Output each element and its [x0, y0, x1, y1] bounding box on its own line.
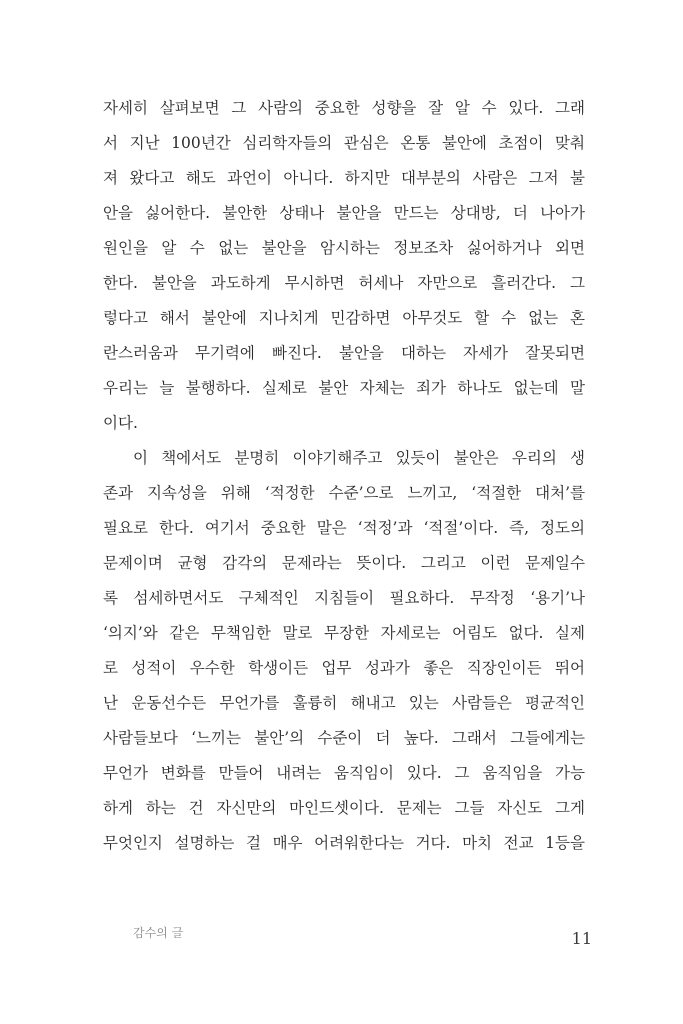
text-line: 난 운동선수든 무언가를 훌륭히 해내고 있는 사람들은 평균적인: [103, 694, 585, 712]
body-text: [103, 91, 585, 861]
text-line: 이 책에서도 분명히 이야기해주고 있듯이 불안은 우리의 생: [133, 449, 585, 467]
text-line: 로 성적이 우수한 학생이든 업무 성과가 좋은 직장인이든 뛰어: [103, 659, 585, 677]
text-line: 이다.: [103, 414, 138, 432]
text-line: 란스러움과 무기력에 빠진다. 불안을 대하는 자세가 잘못되면: [103, 344, 585, 362]
text-line: 안을 싫어한다. 불안한 상태나 불안을 만드는 상대방, 더 나아가: [103, 204, 585, 222]
text-line: 자세히 살펴보면 그 사람의 중요한 성향을 잘 알 수 있다. 그래: [103, 99, 585, 117]
text-line: ‘의지’와 같은 무책임한 말로 무장한 자세로는 어림도 없다. 실제: [103, 624, 585, 642]
text-line: 문제이며 균형 감각의 문제라는 뜻이다. 그리고 이런 문제일수: [103, 554, 585, 572]
text-line: 필요로 한다. 여기서 중요한 말은 ‘적정’과 ‘적절’이다. 즉, 정도의: [103, 519, 585, 537]
page-number: 11: [571, 929, 592, 948]
text-line: 사람들보다 ‘느끼는 불안’의 수준이 더 높다. 그래서 그들에게는: [103, 729, 585, 747]
text-line: 서 지난 100년간 심리학자들의 관심은 온통 불안에 초점이 맞춰: [103, 134, 585, 152]
text-line: 져 왔다고 해도 과언이 아니다. 하지만 대부분의 사람은 그저 불: [103, 169, 585, 187]
text-line: 한다. 불안을 과도하게 무시하면 허세나 자만으로 흘러간다. 그: [103, 274, 585, 292]
text-line: 원인을 알 수 없는 불안을 암시하는 정보조차 싫어하거나 외면: [103, 239, 585, 257]
text-line: 존과 지속성을 위해 ‘적정한 수준’으로 느끼고, ‘적절한 대처’를: [103, 484, 585, 502]
paragraph-1: [103, 91, 585, 441]
text-line: 우리는 늘 불행하다. 실제로 불안 자체는 죄가 하나도 없는데 말: [103, 379, 585, 397]
text-line: 록 섬세하면서도 구체적인 지침들이 필요하다. 무작정 ‘용기’나: [103, 589, 585, 607]
text-line: 하게 하는 건 자신만의 마인드셋이다. 문제는 그들 자신도 그게: [103, 799, 585, 817]
paragraph-2: [103, 441, 585, 861]
text-line: 무언가 변화를 만들어 내려는 움직임이 있다. 그 움직임을 가능: [103, 764, 585, 782]
running-footer-label: 감수의 글: [133, 926, 184, 940]
text-line: 무엇인지 설명하는 걸 매우 어려워한다는 거다. 마치 전교 1등을: [103, 834, 585, 852]
text-line: 렇다고 해서 불안에 지나치게 민감하면 아무것도 할 수 없는 혼: [103, 309, 585, 327]
